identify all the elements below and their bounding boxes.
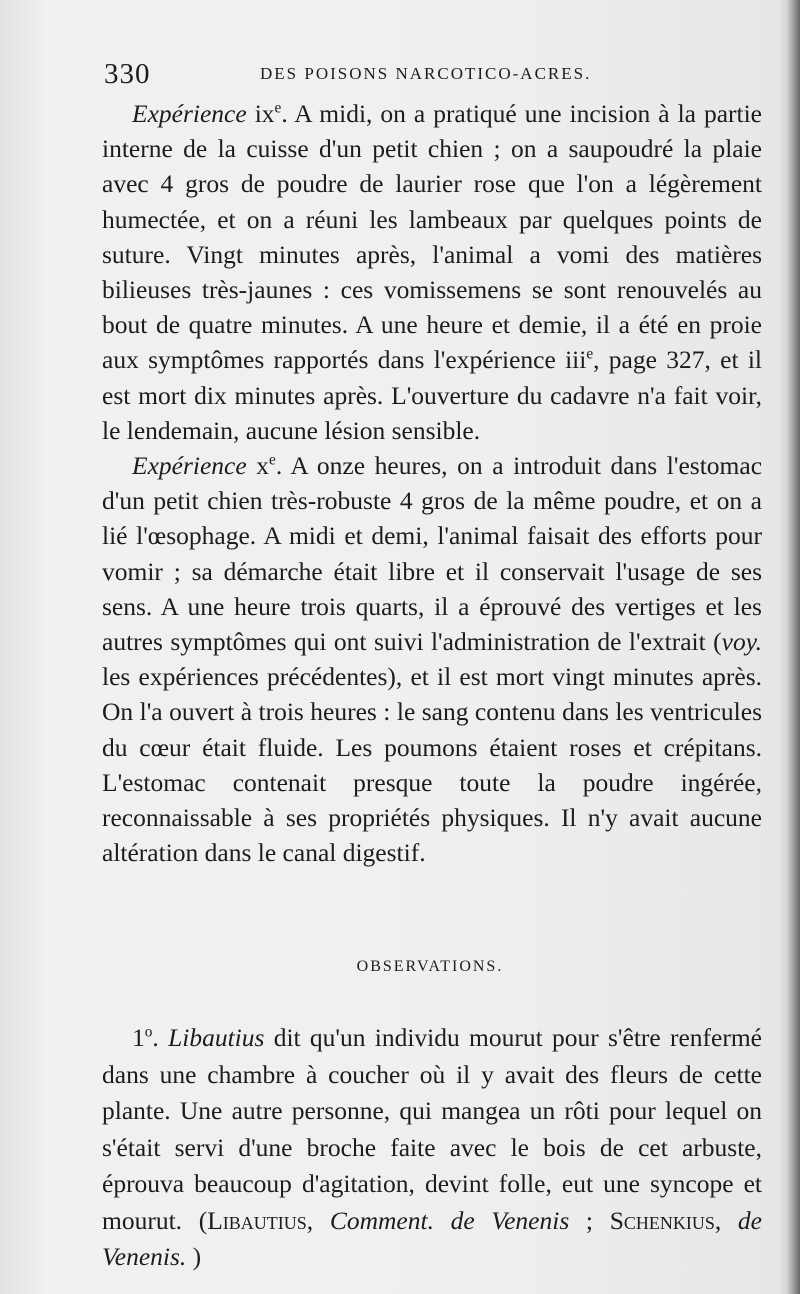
running-title: DES POISONS NARCOTICO-ACRES. bbox=[260, 64, 592, 83]
paragraph-text: , page 327, et il est mort dix minutes après. L'ouverture du cadavre n'a fait voir, le lendemain, aucune lésion sensible. bbox=[102, 345, 762, 445]
page-header bbox=[104, 58, 764, 94]
ordinal-suffix: e bbox=[274, 99, 282, 117]
punctuation: , bbox=[306, 1205, 330, 1235]
experience-label: Expérience bbox=[132, 451, 247, 481]
ordinal-suffix: e bbox=[586, 345, 594, 363]
paragraph-text: dit qu'un individu mourut pour s'être renfermé dans une chambre à coucher où il y avait des fleurs de cette plante. Une autre personne, qui mangea un rôti pour lequel on s'était servi d'une broche faite avec le bois de cet arbuste, éprouva beaucoup d'agitation, devint folle, eut une syncope et mourut. ( bbox=[102, 1023, 763, 1235]
observation-1: 1$^o$. Libautius dit qu'un individu mourut pour s'être renfermé dans une chambre à coucher où il y avait des fleurs de cette plante. Une autre personne, qui mangea un rôti pour lequel on s'était servi d'une broche faite avec le bois de cet arbuste, éprouva beaucoup d'agitation, devint folle, eut une syncope et mourut. (Libautius, Comment. de Venenis ; Schenkius, de Venenis. ) bbox=[102, 1023, 763, 1271]
experience-number: ix bbox=[254, 99, 275, 128]
author-name: Libautius bbox=[168, 1023, 265, 1052]
page-number: 330 bbox=[104, 58, 151, 90]
experience-number: x bbox=[256, 451, 270, 481]
paragraph-experience-9 bbox=[102, 96, 762, 448]
body-text bbox=[102, 96, 762, 870]
experience-label: Expérience bbox=[132, 99, 247, 128]
page-edge-shadow bbox=[778, 0, 800, 1294]
paragraph-text: les expériences précédentes), et il est mort vingt minutes après. On l'a ouvert à trois heures : le sang contenu dans les ventricules du cœur était fluide. Les poumons étaient roses et crépitans. L'estomac contenait presque toute la poudre ingérée, reconnaissable à ses propriétés physiques. Il n'y avait aucune altération dans le canal digestif. bbox=[102, 662, 762, 868]
citation-author: Libautius bbox=[207, 1205, 307, 1235]
punctuation: ; bbox=[569, 1205, 610, 1235]
reference-voy: voy. bbox=[721, 627, 762, 657]
observation-number: 1 bbox=[132, 1023, 145, 1052]
ordinal-suffix: o bbox=[144, 1023, 153, 1041]
citation-author: Schenkius bbox=[609, 1205, 715, 1235]
ordinal-suffix: e bbox=[269, 451, 276, 469]
punctuation: , bbox=[714, 1205, 738, 1235]
observations-text bbox=[102, 1020, 762, 1276]
paragraph-experience-10 bbox=[102, 448, 762, 870]
section-heading: OBSERVATIONS. bbox=[356, 958, 504, 975]
punctuation: ) bbox=[186, 1242, 202, 1271]
citation-work: de Venenis. bbox=[102, 1205, 762, 1271]
paragraph-text: . A onze heures, on a introduit dans l'estomac d'un petit chien très-robuste 4 gros de la même poudre, et on a lié l'œsophage. A midi et demi, l'animal faisait des efforts pour vomir ; sa démarche était libre et il conservait l'usage de ses sens. A une heure trois quarts, il a éprouvé des vertiges et les autres symptômes qui ont suivi l'administration de l'extrait ( bbox=[102, 451, 763, 657]
citation-work: Comment. de Venenis bbox=[329, 1205, 570, 1235]
paragraph-text: . A midi, on a pratiqué une incision à la partie interne de la cuisse d'un petit chien ; on a saupoudré la plaie avec 4 gros de poudre de laurier rose que l'on a légèrement humectée, et on a réuni les lambeaux par quelques points de suture. Vingt minutes après, l'animal a vomi des matières bilieuses très-jaunes : ces vomissemens se sont renouvelés au bout de quatre minutes. A une heure et demie, il a été en proie aux symptômes rapportés dans l'expérience iii bbox=[102, 99, 763, 375]
